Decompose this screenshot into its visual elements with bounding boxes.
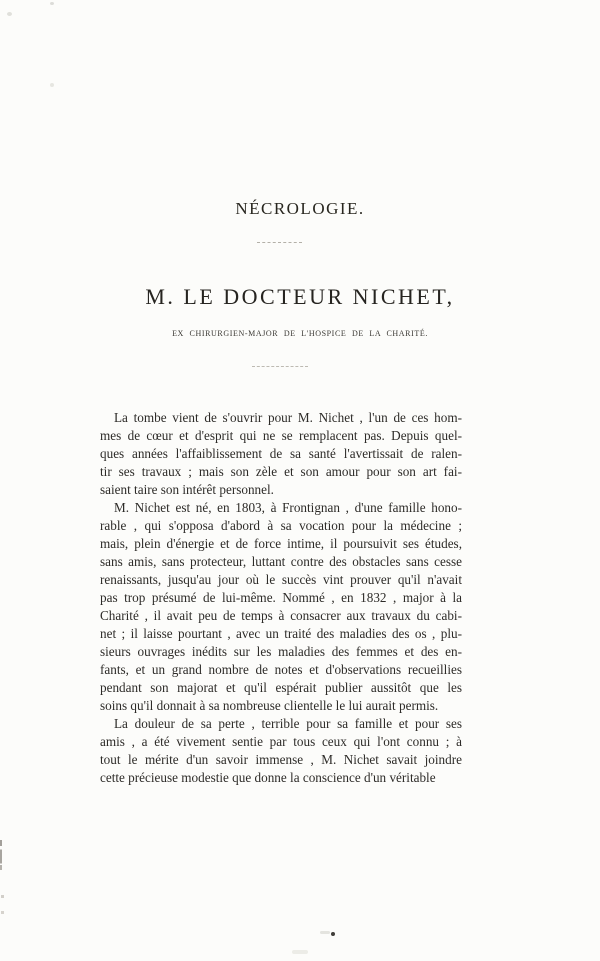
text-line: fants, et un grand nombre de notes et d'observations recueillies [100, 662, 462, 677]
text-line: mais, plein d'énergie et de force intime, il poursuivit ses études, [100, 536, 462, 551]
text-line: soins qu'il donnait à sa nombreuse clientelle le lui aurait permis. [100, 698, 439, 713]
text-line: net ; il laisse pourtant , avec un traité des maladies des os , plu- [100, 626, 462, 641]
scan-edge-tick [1, 895, 4, 898]
scan-edge-mark [0, 840, 2, 870]
text-line: amis , a été vivement sentie par tous ceux qui l'ont connu ; à [100, 734, 462, 749]
article-subtitle: EX CHIRURGIEN-MAJOR DE L'HOSPICE DE LA CHARITÉ. [172, 329, 428, 338]
ink-dot [331, 932, 335, 936]
ink-smudge [320, 931, 330, 934]
scan-smudge [292, 950, 308, 954]
text-line: cette précieuse modestie que donne la conscience d'un véritable [100, 770, 436, 785]
body-text [100, 409, 462, 787]
text-line: rable , qui s'opposa d'abord à sa vocation pour la médecine ; [100, 518, 462, 533]
ornamental-rule [252, 366, 308, 367]
scan-speck [50, 2, 54, 5]
text-line: ques années l'affaiblissement de sa santé l'avertissait de ralen- [100, 446, 462, 461]
text-line: mes de cœur et d'esprit qui ne se remplacent pas. Depuis quel- [100, 428, 462, 443]
ornamental-rule [257, 242, 302, 243]
section-title: NÉCROLOGIE. [235, 199, 365, 218]
text-line: pas trop présumé de lui-même. Nommé , en 1832 , major à la [100, 590, 462, 605]
scan-edge-tick [1, 911, 4, 914]
text-line: La tombe vient de s'ouvrir pour M. Nichet , l'un de ces hom- [114, 410, 462, 425]
text-line: sans amis, sans protecteur, luttant contre des obstacles sans cesse [100, 554, 462, 569]
article-title: M. LE DOCTEUR NICHET, [145, 284, 455, 309]
text-line: tout le mérite d'un savoir immense , M. Nichet savait joindre [100, 752, 462, 767]
text-line: M. Nichet est né, en 1803, à Frontignan , d'une famille hono- [114, 500, 462, 515]
text-line: La douleur de sa perte , terrible pour sa famille et pour ses [114, 716, 462, 731]
text-line: saient taire son intérêt personnel. [100, 482, 274, 497]
text-line: tir ses travaux ; mais son zèle et son amour pour son art fai- [100, 464, 462, 479]
text-line: pendant son majorat et qu'il espérait publier aussitôt que les [100, 680, 462, 695]
text-line: renaissants, jusqu'au jour où le succès vint prouver qu'il n'avait [100, 572, 462, 587]
scan-speck [50, 83, 54, 87]
text-line: sieurs ouvrages inédits sur les maladies des femmes et des en- [100, 644, 462, 659]
scan-speck [7, 12, 12, 16]
text-line: Charité , il avait peu de temps à consacrer aux travaux du cabi- [100, 608, 462, 623]
